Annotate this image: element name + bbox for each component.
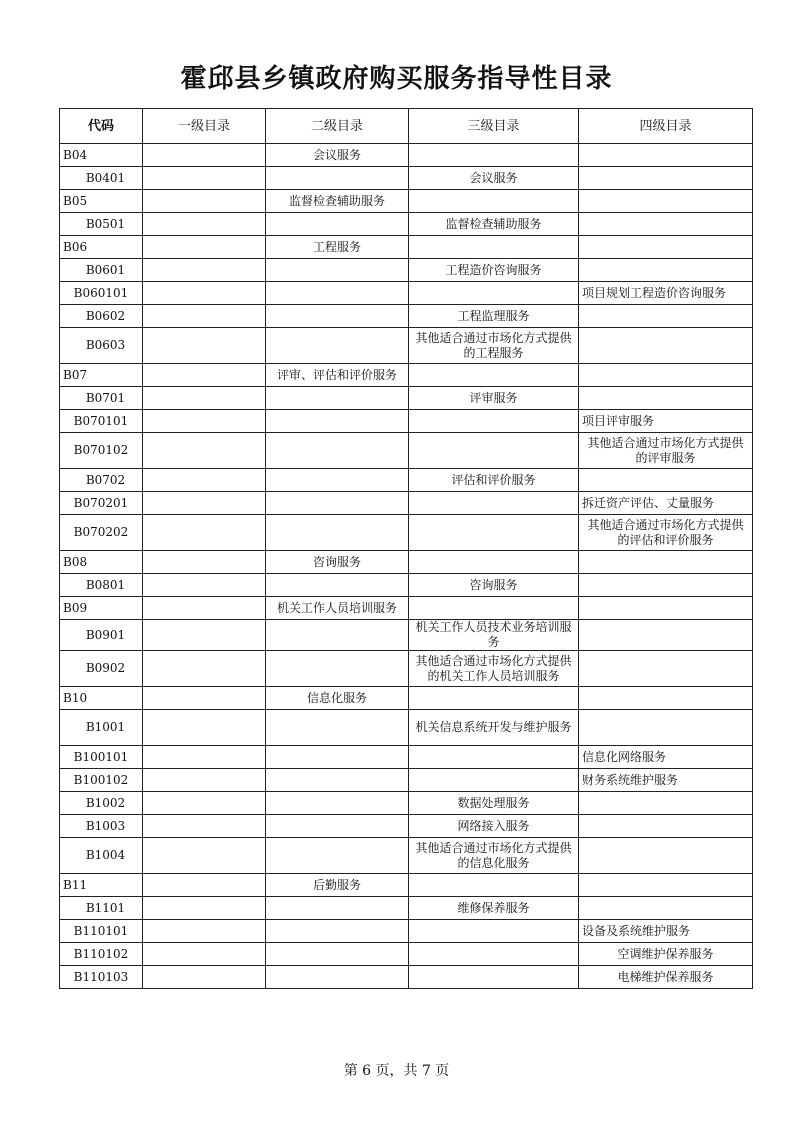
level3-cell: 维修保养服务 [409, 897, 579, 920]
table-row [60, 387, 753, 410]
level2-cell [266, 920, 409, 943]
table-row [60, 328, 753, 364]
level2-cell: 咨询服务 [266, 551, 409, 574]
level3-cell: 监督检查辅助服务 [409, 213, 579, 236]
level4-cell: 项目评审服务 [579, 410, 753, 433]
level3-cell [409, 874, 579, 897]
level1-cell [143, 492, 266, 515]
level1-cell [143, 469, 266, 492]
code-cell: B0602 [60, 305, 143, 328]
level4-cell [579, 651, 753, 687]
level3-cell [409, 966, 579, 989]
level4-cell [579, 687, 753, 710]
level2-cell [266, 897, 409, 920]
level1-cell [143, 305, 266, 328]
table-row [60, 282, 753, 305]
code-cell: B05 [60, 190, 143, 213]
level2-cell [266, 492, 409, 515]
level1-cell [143, 943, 266, 966]
table-row [60, 874, 753, 897]
level1-cell [143, 190, 266, 213]
level3-cell: 会议服务 [409, 167, 579, 190]
level3-cell: 网络接入服务 [409, 815, 579, 838]
code-cell: B0901 [60, 620, 143, 651]
code-cell: B1003 [60, 815, 143, 838]
level1-cell [143, 651, 266, 687]
level3-cell: 数据处理服务 [409, 792, 579, 815]
level3-cell [409, 236, 579, 259]
level1-cell [143, 328, 266, 364]
level2-cell [266, 815, 409, 838]
code-cell: B04 [60, 144, 143, 167]
level4-cell: 空调维护保养服务 [579, 943, 753, 966]
table-row [60, 259, 753, 282]
level4-cell: 拆迁资产评估、丈量服务 [579, 492, 753, 515]
level1-cell [143, 144, 266, 167]
table-row [60, 213, 753, 236]
level2-cell [266, 620, 409, 651]
level1-cell [143, 815, 266, 838]
level4-cell [579, 387, 753, 410]
level3-cell: 咨询服务 [409, 574, 579, 597]
level2-cell [266, 710, 409, 746]
level4-cell [579, 897, 753, 920]
level2-cell [266, 769, 409, 792]
code-cell: B10 [60, 687, 143, 710]
level4-cell [579, 874, 753, 897]
level3-cell [409, 920, 579, 943]
level2-cell [266, 387, 409, 410]
level2-cell: 后勤服务 [266, 874, 409, 897]
level3-cell: 评审服务 [409, 387, 579, 410]
level3-cell [409, 769, 579, 792]
code-cell: B100102 [60, 769, 143, 792]
level4-cell [579, 710, 753, 746]
table-row [60, 492, 753, 515]
code-cell: B11 [60, 874, 143, 897]
level3-cell [409, 551, 579, 574]
code-cell: B1004 [60, 838, 143, 874]
table-row [60, 769, 753, 792]
level3-cell [409, 597, 579, 620]
code-cell: B0902 [60, 651, 143, 687]
code-cell: B070202 [60, 515, 143, 551]
level3-cell [409, 515, 579, 551]
level2-cell [266, 282, 409, 305]
level2-cell [266, 410, 409, 433]
page-number: 第 6 页，共 7 页 [343, 1063, 450, 1079]
level2-cell [266, 651, 409, 687]
header-level3: 三级目录 [409, 109, 579, 144]
level2-cell: 评审、评估和评价服务 [266, 364, 409, 387]
level4-cell [579, 190, 753, 213]
level1-cell [143, 213, 266, 236]
code-cell: B0603 [60, 328, 143, 364]
table-row [60, 433, 753, 469]
level1-cell [143, 433, 266, 469]
level2-cell [266, 213, 409, 236]
level4-cell [579, 620, 753, 651]
level2-cell [266, 746, 409, 769]
level1-cell [143, 966, 266, 989]
table-row [60, 746, 753, 769]
level4-cell [579, 328, 753, 364]
level1-cell [143, 620, 266, 651]
level1-cell [143, 236, 266, 259]
code-cell: B1101 [60, 897, 143, 920]
code-cell: B100101 [60, 746, 143, 769]
table-row [60, 597, 753, 620]
level4-cell [579, 259, 753, 282]
level2-cell: 信息化服务 [266, 687, 409, 710]
level3-cell [409, 433, 579, 469]
level4-cell [579, 213, 753, 236]
level4-cell [579, 236, 753, 259]
level1-cell [143, 551, 266, 574]
table-row [60, 469, 753, 492]
table-row [60, 897, 753, 920]
level4-cell [579, 815, 753, 838]
header-code: 代码 [60, 109, 143, 144]
level4-cell: 设备及系统维护服务 [579, 920, 753, 943]
code-cell: B110102 [60, 943, 143, 966]
level1-cell [143, 259, 266, 282]
level1-cell [143, 897, 266, 920]
table-row [60, 167, 753, 190]
table-row [60, 551, 753, 574]
table-row [60, 410, 753, 433]
table-row [60, 515, 753, 551]
level1-cell [143, 387, 266, 410]
table-header-row [60, 109, 753, 144]
level4-cell: 电梯维护保养服务 [579, 966, 753, 989]
level1-cell [143, 410, 266, 433]
level3-cell [409, 492, 579, 515]
code-cell: B070201 [60, 492, 143, 515]
level1-cell [143, 746, 266, 769]
level2-cell [266, 943, 409, 966]
level4-cell [579, 469, 753, 492]
table-row [60, 920, 753, 943]
code-cell: B060101 [60, 282, 143, 305]
level3-cell [409, 943, 579, 966]
level3-cell: 机关信息系统开发与维护服务 [409, 710, 579, 746]
level1-cell [143, 364, 266, 387]
level4-cell: 项目规划工程造价咨询服务 [579, 282, 753, 305]
header-level4: 四级目录 [579, 109, 753, 144]
level3-cell [409, 687, 579, 710]
level3-cell: 其他适合通过市场化方式提供的机关工作人员培训服务 [409, 651, 579, 687]
level4-cell: 信息化网络服务 [579, 746, 753, 769]
level2-cell [266, 433, 409, 469]
level2-cell [266, 515, 409, 551]
level2-cell [266, 167, 409, 190]
table-row [60, 364, 753, 387]
level1-cell [143, 710, 266, 746]
level2-cell [266, 574, 409, 597]
level1-cell [143, 920, 266, 943]
code-cell: B0701 [60, 387, 143, 410]
level3-cell [409, 144, 579, 167]
table-row [60, 651, 753, 687]
level2-cell: 机关工作人员培训服务 [266, 597, 409, 620]
table-row [60, 305, 753, 328]
table-row [60, 687, 753, 710]
level3-cell [409, 410, 579, 433]
level4-cell [579, 305, 753, 328]
level1-cell [143, 167, 266, 190]
table-row [60, 190, 753, 213]
level2-cell: 会议服务 [266, 144, 409, 167]
level3-cell: 工程监理服务 [409, 305, 579, 328]
level2-cell: 工程服务 [266, 236, 409, 259]
code-cell: B06 [60, 236, 143, 259]
code-cell: B1001 [60, 710, 143, 746]
level4-cell [579, 144, 753, 167]
level3-cell: 工程造价咨询服务 [409, 259, 579, 282]
code-cell: B070101 [60, 410, 143, 433]
level4-cell [579, 597, 753, 620]
level3-cell [409, 364, 579, 387]
level1-cell [143, 282, 266, 305]
code-cell: B09 [60, 597, 143, 620]
level4-cell: 其他适合通过市场化方式提供的评估和评价服务 [579, 515, 753, 551]
code-cell: B0702 [60, 469, 143, 492]
code-cell: B070102 [60, 433, 143, 469]
header-level1: 一级目录 [143, 109, 266, 144]
code-cell: B110103 [60, 966, 143, 989]
table-row [60, 710, 753, 746]
table-row [60, 792, 753, 815]
level4-cell: 财务系统维护服务 [579, 769, 753, 792]
table-row [60, 144, 753, 167]
level4-cell [579, 792, 753, 815]
code-cell: B07 [60, 364, 143, 387]
code-cell: B0601 [60, 259, 143, 282]
table-row [60, 966, 753, 989]
level2-cell [266, 966, 409, 989]
level2-cell [266, 838, 409, 874]
level1-cell [143, 874, 266, 897]
table-row [60, 838, 753, 874]
level1-cell [143, 515, 266, 551]
level1-cell [143, 574, 266, 597]
code-cell: B110101 [60, 920, 143, 943]
level3-cell: 其他适合通过市场化方式提供的工程服务 [409, 328, 579, 364]
level3-cell [409, 746, 579, 769]
page-title: 霍邱县乡镇政府购买服务指导性目录 [180, 64, 613, 94]
table-row [60, 815, 753, 838]
catalog-table [59, 108, 753, 989]
level1-cell [143, 597, 266, 620]
level1-cell [143, 769, 266, 792]
code-cell: B0801 [60, 574, 143, 597]
level3-cell: 机关工作人员技术业务培训服务 [409, 620, 579, 651]
code-cell: B0501 [60, 213, 143, 236]
level2-cell [266, 259, 409, 282]
table-row [60, 943, 753, 966]
level4-cell [579, 574, 753, 597]
level4-cell: 其他适合通过市场化方式提供的评审服务 [579, 433, 753, 469]
level3-cell [409, 282, 579, 305]
level2-cell [266, 328, 409, 364]
level3-cell: 评估和评价服务 [409, 469, 579, 492]
level4-cell [579, 167, 753, 190]
level4-cell [579, 551, 753, 574]
level4-cell [579, 364, 753, 387]
level3-cell: 其他适合通过市场化方式提供的信息化服务 [409, 838, 579, 874]
level1-cell [143, 792, 266, 815]
level3-cell [409, 190, 579, 213]
level2-cell: 监督检查辅助服务 [266, 190, 409, 213]
code-cell: B0401 [60, 167, 143, 190]
level1-cell [143, 838, 266, 874]
code-cell: B1002 [60, 792, 143, 815]
code-cell: B08 [60, 551, 143, 574]
level1-cell [143, 687, 266, 710]
level4-cell [579, 838, 753, 874]
header-level2: 二级目录 [266, 109, 409, 144]
table-row [60, 620, 753, 651]
level2-cell [266, 305, 409, 328]
level2-cell [266, 792, 409, 815]
level2-cell [266, 469, 409, 492]
table-row [60, 236, 753, 259]
table-row [60, 574, 753, 597]
